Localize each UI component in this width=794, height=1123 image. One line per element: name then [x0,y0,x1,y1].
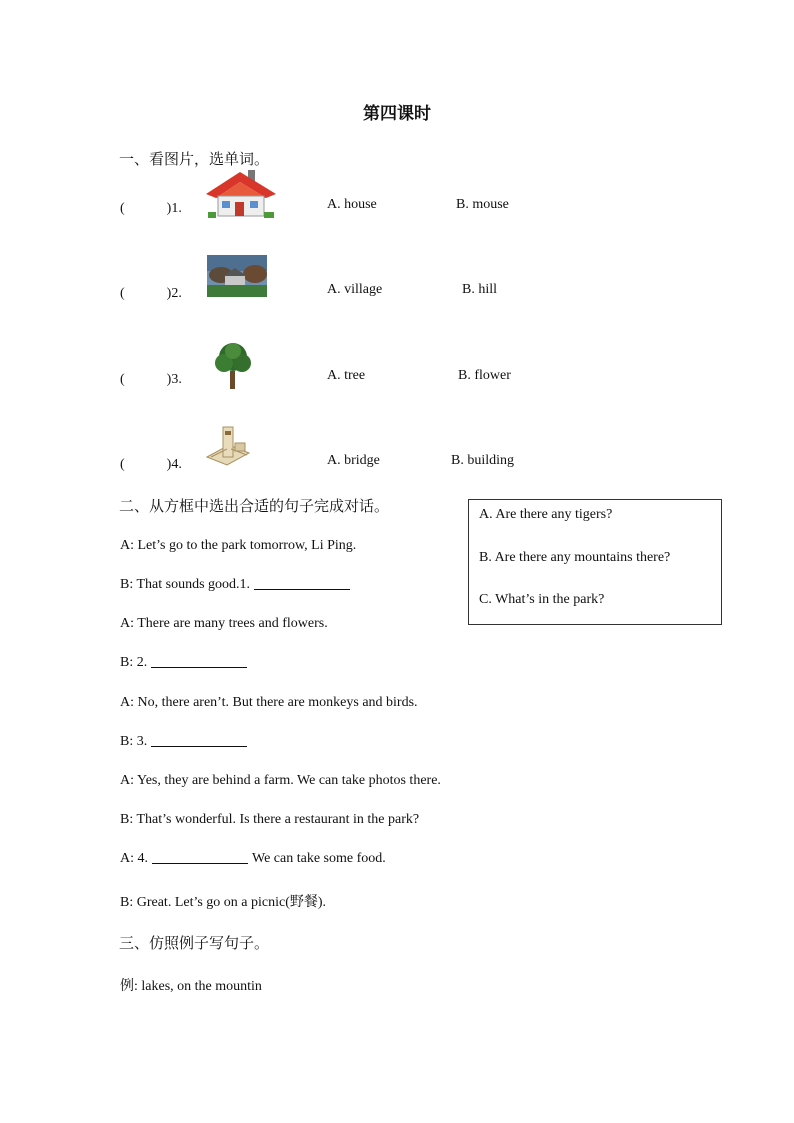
answer-blank-1[interactable] [254,588,350,590]
dialogue-text: A: 4. [120,851,148,866]
answer-blank-4[interactable] [152,862,248,864]
tree-icon [213,341,253,391]
dialogue-line-4 [120,655,247,671]
dialogue-text: A: Yes, they are behind a farm. We can take photos there. [120,773,441,788]
answer-paren-4[interactable]: ( )4. [120,457,182,472]
answer-blank-2[interactable] [151,666,247,668]
option-b-2: B. hill [462,282,498,297]
section-1-heading: 一、看图片，选单词。 [119,150,270,168]
dialogue-line-5 [120,695,418,711]
dialogue-text: B: That’s wonderful. Is there a restaurant in the park? [120,812,420,827]
dialogue-line-9 [120,851,386,867]
house-icon [204,168,278,220]
answer-paren-1[interactable]: ( )1. [120,201,182,216]
dialogue-line-1 [120,538,356,554]
dialogue-text: A: Let’s go to the park tomorrow, Li Ping. [120,538,357,553]
dialogue-text: A: No, there aren’t. But there are monkeys and birds. [120,695,418,710]
answer-paren-3[interactable]: ( )3. [120,372,182,387]
dialogue-line-8 [120,812,419,828]
box-option-b: B. Are there any mountains there? [479,550,671,565]
section-3-heading: 三、仿照例子写句子。 [119,934,270,952]
dialogue-text: B: Great. Let’s go on a picnic(野餐). [120,895,327,910]
answer-paren-2[interactable]: ( )2. [120,286,182,301]
option-a-1: A. house [327,197,377,212]
dialogue-text-after: We can take some food. [252,851,386,866]
box-option-a: A. Are there any tigers? [479,507,613,522]
options-box [468,499,722,625]
dialogue-line-2 [120,577,350,593]
dialogue-line-6 [120,734,247,750]
dialogue-line-7 [120,773,441,789]
dialogue-text: B: 2. [120,655,148,670]
option-b-3: B. flower [458,368,511,383]
dialogue-line-3 [120,616,328,632]
village-icon [207,255,267,297]
option-a-3: A. tree [327,368,366,383]
dialogue-text: B: 3. [120,734,148,749]
dialogue-text: B: That sounds good.1. [120,577,251,592]
box-option-c: C. What’s in the park? [479,592,605,607]
option-a-4: A. bridge [327,453,380,468]
answer-blank-3[interactable] [151,745,247,747]
dialogue-line-10 [120,891,326,911]
page-title: 第四课时 [363,104,431,124]
section-2-heading: 二、从方框中选出合适的句子完成对话。 [119,497,390,515]
option-b-1: B. mouse [456,197,509,212]
building-icon [205,423,251,467]
option-a-2: A. village [327,282,383,297]
option-b-4: B. building [451,453,515,468]
example-sentence: 例: lakes, on the mountin [120,979,262,994]
dialogue-text: A: There are many trees and flowers. [120,616,328,631]
